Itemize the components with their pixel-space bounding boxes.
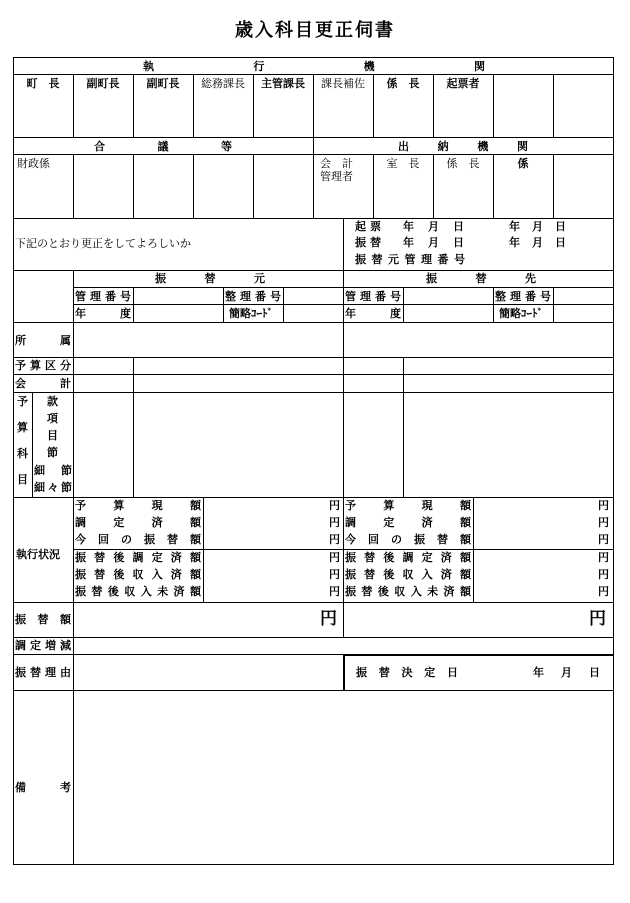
approval-role-label: 副町長 — [86, 77, 120, 90]
date-unit-year: 年 — [509, 236, 520, 249]
kamoku-level-label: 節 — [47, 446, 58, 459]
status-item-label: 振 替 後 収 入 未 済 額 — [345, 585, 471, 598]
yen-unit: 円 — [329, 516, 340, 529]
grid-line — [203, 497, 204, 603]
grid-line — [13, 322, 614, 323]
yosan-kamoku-label: 予 — [17, 395, 28, 408]
status-item-label: 予 算 現 額 — [345, 499, 471, 512]
grid-line — [343, 270, 344, 638]
date-unit-year: 年 — [403, 236, 414, 249]
transfer-mgmt-no-label: 振 替 元 管 理 番 号 — [355, 253, 465, 266]
status-item-label: 調 定 済 額 — [345, 516, 471, 529]
yosan-kubun-label: 予 算 区 分 — [15, 359, 71, 372]
kettei-box-border — [343, 654, 614, 656]
yosan-kamoku-label: 算 — [17, 421, 28, 434]
shikko-jokyo-label: 執行状況 — [16, 548, 60, 561]
grid-line — [73, 549, 614, 550]
status-item-label: 今 回 の 振 替 額 — [75, 533, 201, 546]
treasury-role-label: 会 計 — [320, 157, 353, 170]
date-unit-day: 日 — [453, 236, 464, 249]
kamoku-level-label: 細 々 節 — [34, 481, 72, 494]
grid-line — [493, 287, 494, 323]
kettei-bi-label: 振 替 決 定 日 — [356, 666, 458, 679]
grid-line — [343, 218, 344, 271]
ryaku-code-label: 簡略ｺｰﾄﾞ — [499, 307, 543, 320]
grid-line — [433, 154, 434, 219]
date-unit-month: 月 — [561, 666, 572, 679]
shozoku-label: 所 属 — [15, 334, 71, 347]
yen-unit: 円 — [598, 533, 609, 546]
furikae-label: 振 替 — [355, 236, 381, 249]
grid-line — [553, 154, 554, 219]
outer-border-left — [13, 57, 14, 865]
council-role-label: 財政係 — [17, 157, 50, 170]
treasury-role-label: 室 長 — [386, 157, 420, 170]
nendo-label: 年 度 — [75, 307, 131, 320]
status-item-label: 振 替 後 調 定 済 額 — [75, 551, 201, 564]
grid-line — [493, 74, 494, 138]
chotei-zogen-label: 調 定 増 減 — [15, 639, 71, 652]
date-unit-year: 年 — [533, 666, 544, 679]
yen-unit: 円 — [329, 585, 340, 598]
status-item-label: 振 替 後 収 入 未 済 額 — [75, 585, 201, 598]
grid-line — [403, 287, 404, 323]
status-item-label: 振 替 後 収 入 済 額 — [75, 568, 201, 581]
yen-unit: 円 — [598, 516, 609, 529]
grid-line — [313, 137, 314, 219]
grid-line — [403, 357, 404, 498]
grid-line — [473, 497, 474, 603]
grid-line — [133, 154, 134, 219]
grid-line — [32, 392, 33, 498]
yen-unit: 円 — [329, 568, 340, 581]
grid-line — [73, 270, 74, 865]
outer-border-top — [13, 57, 614, 58]
execution-agency-header: 執 行 機 関 — [143, 60, 485, 73]
kanri-bango-label: 管 理 番 号 — [75, 290, 131, 303]
grid-line — [73, 154, 74, 219]
ryaku-code-label: 簡略ｺｰﾄﾞ — [229, 307, 273, 320]
grid-line — [373, 154, 374, 219]
kamoku-level-label: 細 節 — [34, 464, 72, 477]
council-header: 合 議 等 — [94, 140, 232, 153]
grid-line — [223, 287, 224, 323]
grid-line — [133, 287, 134, 323]
date-unit-month: 月 — [428, 220, 439, 233]
date-unit-day: 日 — [555, 236, 566, 249]
outer-border-bottom — [13, 864, 614, 865]
grid-line — [13, 690, 614, 691]
transfer-from-header: 振 替 元 — [155, 272, 265, 285]
biko-label: 備 考 — [15, 781, 71, 794]
grid-line — [493, 154, 494, 219]
kettei-box-border — [343, 654, 345, 691]
kamoku-level-label: 款 — [47, 395, 58, 408]
kamoku-level-label: 目 — [47, 429, 58, 442]
nendo-label: 年 度 — [345, 307, 401, 320]
grid-line — [13, 374, 614, 375]
grid-line — [553, 287, 554, 323]
grid-line — [193, 154, 194, 219]
treasury-role-label: 係 長 — [446, 157, 480, 170]
yen-unit-large: 円 — [320, 609, 337, 629]
approval-role-label: 起票者 — [446, 77, 480, 90]
request-text: 下記のとおり更正をしてよろしいか — [15, 237, 191, 250]
yen-unit: 円 — [329, 533, 340, 546]
approval-role-label: 係 長 — [386, 77, 420, 90]
grid-line — [553, 74, 554, 138]
grid-line — [13, 637, 614, 638]
grid-line — [13, 497, 614, 498]
yen-unit: 円 — [329, 499, 340, 512]
treasury-header: 出 納 機 関 — [398, 140, 528, 153]
date-unit-year: 年 — [509, 220, 520, 233]
grid-line — [13, 270, 614, 271]
seiri-bango-label: 整 理 番 号 — [495, 290, 551, 303]
kihyo-label: 起 票 — [355, 220, 381, 233]
yen-unit: 円 — [598, 585, 609, 598]
date-unit-month: 月 — [532, 220, 543, 233]
approval-role-label: 町 長 — [26, 77, 60, 90]
yen-unit: 円 — [598, 568, 609, 581]
yosan-kamoku-label: 科 — [17, 447, 28, 460]
furikae-riyu-label: 振 替 理 由 — [15, 666, 71, 679]
approval-role-label: 副町長 — [146, 77, 180, 90]
date-unit-month: 月 — [532, 236, 543, 249]
grid-line — [283, 287, 284, 323]
kamoku-level-label: 項 — [47, 412, 58, 425]
yosan-kamoku-label: 目 — [17, 473, 28, 486]
date-unit-day: 日 — [589, 666, 600, 679]
approval-role-label: 課長補佐 — [321, 77, 365, 90]
date-unit-month: 月 — [428, 236, 439, 249]
status-item-label: 振 替 後 収 入 済 額 — [345, 568, 471, 581]
document-title: 歳入科目更正伺書 — [235, 20, 395, 41]
yen-unit: 円 — [329, 551, 340, 564]
transfer-to-header: 振 替 先 — [426, 272, 536, 285]
status-item-label: 今 回 の 振 替 額 — [345, 533, 471, 546]
date-unit-year: 年 — [403, 220, 414, 233]
treasury-role-label: 管理者 — [320, 170, 353, 183]
status-item-label: 振 替 後 調 定 済 額 — [345, 551, 471, 564]
grid-line — [13, 392, 614, 393]
yen-unit: 円 — [598, 551, 609, 564]
furikae-gaku-label: 振 替 額 — [15, 613, 71, 626]
approval-role-label: 主管課長 — [261, 77, 305, 90]
kaikei-label: 会 計 — [15, 377, 71, 390]
date-unit-day: 日 — [555, 220, 566, 233]
date-unit-day: 日 — [453, 220, 464, 233]
grid-line — [13, 357, 614, 358]
grid-line — [133, 357, 134, 498]
yen-unit-large: 円 — [589, 609, 606, 629]
status-item-label: 予 算 現 額 — [75, 499, 201, 512]
kanri-bango-label: 管 理 番 号 — [345, 290, 401, 303]
grid-line — [253, 154, 254, 219]
approval-role-label: 総務課長 — [201, 77, 245, 90]
yen-unit: 円 — [598, 499, 609, 512]
status-item-label: 調 定 済 額 — [75, 516, 201, 529]
outer-border-right — [613, 57, 614, 865]
seiri-bango-label: 整 理 番 号 — [225, 290, 281, 303]
treasury-role-label: 係 — [517, 157, 529, 170]
grid-line — [13, 602, 614, 603]
